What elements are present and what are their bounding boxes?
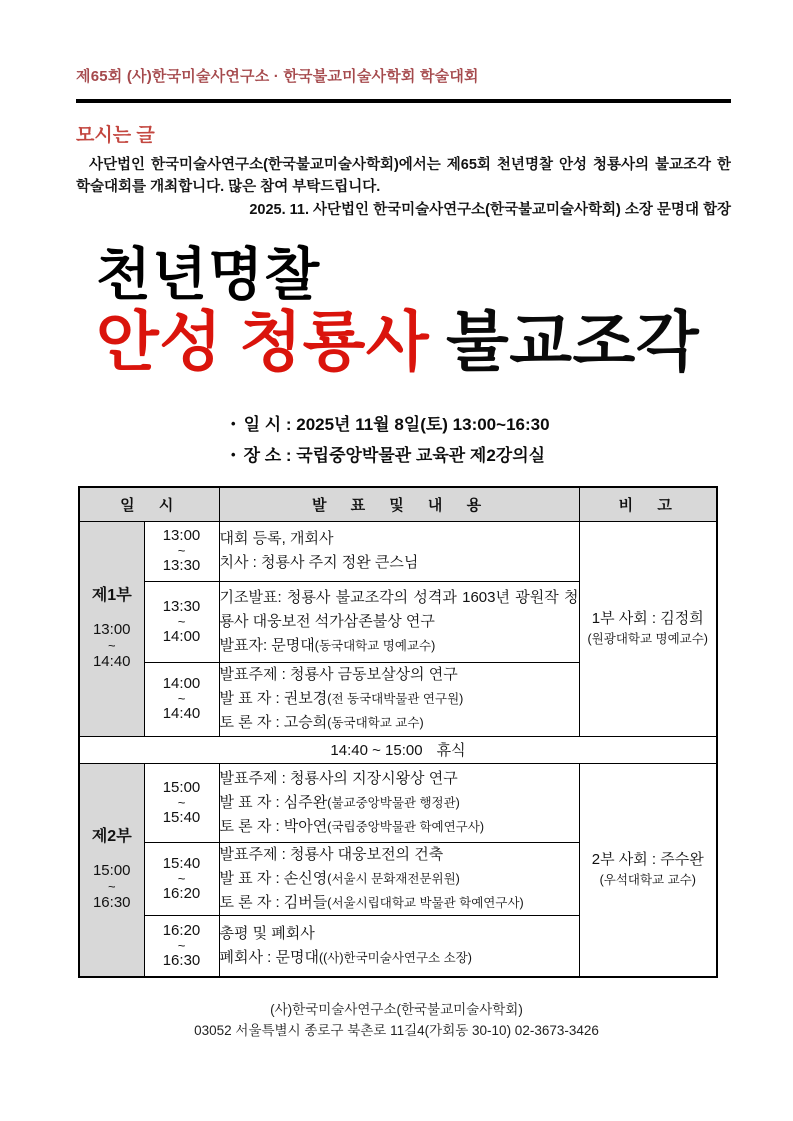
row-time-cell (144, 581, 219, 662)
content-line: 대회 등록, 개회사 (219, 530, 334, 547)
content-line (220, 946, 579, 970)
bullet-icon: • (231, 447, 236, 462)
time-end: 14:00 (162, 627, 201, 645)
row-time-cell (144, 521, 219, 581)
time-tilde: ~ (177, 870, 186, 886)
presenter-name: 발표자: 문명대 (219, 636, 315, 654)
session1-tilde: ~ (107, 637, 116, 653)
content-line (220, 791, 579, 815)
discussant-affiliation: (서울시립대학교 박물관 학예연구사) (327, 895, 524, 910)
table-row (79, 763, 717, 842)
presenter-name: 발 표 자 : 손신영 (219, 869, 328, 887)
time-end: 16:30 (162, 951, 201, 969)
table-row (79, 521, 717, 581)
col-header-remark: 비 고 (579, 487, 717, 521)
table-header-row (79, 487, 717, 521)
session2-tilde: ~ (107, 878, 116, 894)
event-venue-line (231, 440, 793, 471)
time-start: 15:00 (162, 778, 201, 796)
session2-end-time: 16:30 (92, 893, 131, 911)
col-header-content: 발 표 및 내 용 (219, 487, 579, 521)
time-end: 13:30 (162, 557, 201, 574)
col-header-time: 일 시 (79, 487, 219, 521)
row-time-cell (144, 842, 219, 915)
session2-start-time: 15:00 (92, 861, 131, 879)
time-start: 15:40 (162, 854, 201, 872)
time-end: 14:40 (162, 705, 201, 722)
session1-start-time: 13:00 (92, 620, 131, 638)
session1-moderator-affiliation: (원광대학교 명예교수) (587, 631, 708, 646)
time-tilde: ~ (177, 794, 186, 810)
time-start: 16:20 (162, 921, 201, 939)
presenter-affiliation: (동국대학교 명예교수) (314, 638, 436, 653)
footer-organization: (사)한국미술사연구소(한국불교미술사학회) (270, 1002, 523, 1017)
header-divider-rule (76, 99, 731, 103)
presenter-affiliation: (서울시 문화재전문위원) (327, 871, 460, 886)
discussant-name: 토 론 자 : 고승희 (219, 714, 328, 731)
row-content-cell (219, 662, 579, 736)
poster-title-line2 (96, 307, 793, 379)
content-line (220, 687, 579, 711)
invitation-signature: 2025. 11. 사단법인 한국미술사연구소(한국불교미술사학회) 소장 문명대 합장 (249, 202, 731, 218)
discussant-name: 토 론 자 : 박아연 (219, 817, 328, 835)
event-date-line (231, 409, 793, 440)
session2-moderator: 2부 사회 : 주수완 (591, 850, 704, 868)
schedule-table (78, 486, 718, 978)
time-start: 13:00 (162, 527, 201, 544)
break-label: 휴식 (436, 742, 466, 759)
time-end: 16:20 (162, 884, 201, 902)
session2-part-cell (79, 763, 144, 977)
content-line: 치사 : 청룡사 주지 정완 큰스님 (219, 554, 419, 571)
time-tilde: ~ (177, 691, 186, 706)
presenter-name: 발 표 자 : 권보경 (219, 690, 328, 707)
time-end: 15:40 (162, 808, 201, 826)
session1-remark-cell (579, 521, 717, 736)
content-line: 발표주제 : 청룡사 대웅보전의 건축 (219, 845, 444, 863)
row-time-cell (144, 915, 219, 977)
poster-title-subject: 불교조각 (429, 307, 700, 379)
row-content-cell (219, 581, 579, 662)
poster-title (96, 245, 793, 379)
row-content-cell (219, 915, 579, 977)
row-time-cell (144, 763, 219, 842)
time-tilde: ~ (177, 613, 186, 629)
session2-remark-cell (579, 763, 717, 977)
time-start: 14:00 (162, 675, 201, 692)
closing-speaker-affiliation: ((사)한국미술사연구소 소장) (318, 950, 472, 965)
content-line (220, 634, 579, 658)
conference-header-title: 제65회 (사)한국미술사연구소 · 한국불교미술사학회 학술대회 (76, 68, 479, 85)
break-row (79, 736, 717, 763)
content-line: 기조발표: 청룡사 불교조각의 성격과 1603년 광원작 청룡사 대웅보전 석가삼존불상 연구 (219, 588, 579, 630)
content-line: 발표주제 : 청룡사 금동보살상의 연구 (219, 666, 458, 683)
session1-part-cell (79, 521, 144, 736)
invitation-line-1: 사단법인 한국미술사연구소(한국불교미술사학회)에서는 제65회 천년명찰 안성 청룡사의 불교조각 한 (89, 157, 731, 173)
content-line: 총평 및 폐회사 (219, 924, 315, 942)
discussant-name: 토 론 자 : 김버들 (219, 893, 328, 911)
bullet-icon: • (231, 416, 236, 431)
row-content-cell (219, 842, 579, 915)
row-content-cell (219, 521, 579, 581)
session1-end-time: 14:40 (92, 652, 131, 670)
content-line (220, 711, 579, 735)
discussant-affiliation: (동국대학교 교수) (327, 716, 424, 730)
content-line: 발표주제 : 청룡사의 지장시왕상 연구 (219, 769, 458, 787)
session2-moderator-affiliation: (우석대학교 교수) (599, 872, 696, 887)
invitation-paragraph (76, 154, 731, 198)
time-tilde: ~ (177, 937, 186, 953)
presenter-affiliation: (불교중앙박물관 행정관) (327, 795, 460, 810)
poster-title-line1: 천년명찰 (96, 244, 321, 307)
invitation-line-2: 학술대회를 개최합니다. 많은 참여 부탁드립니다. (76, 179, 381, 195)
footer (0, 999, 793, 1041)
presenter-name: 발 표 자 : 심주완 (219, 793, 328, 811)
closing-speaker: 폐회사 : 문명대 (219, 948, 319, 966)
event-info (231, 409, 793, 471)
session2-label: 제2부 (91, 827, 132, 845)
row-time-cell (144, 662, 219, 736)
poster-title-temple-name: 안성 청룡사 (96, 307, 430, 379)
break-time: 14:40 ~ 15:00 (330, 742, 423, 759)
content-line (220, 867, 579, 891)
discussant-affiliation: (국립중앙박물관 학예연구사) (327, 819, 484, 834)
event-date-text: 일 시 : 2025년 11월 8일(토) 13:00~16:30 (243, 415, 550, 434)
presenter-affiliation: (전 동국대박물관 연구원) (327, 692, 464, 706)
time-start: 13:30 (162, 597, 201, 615)
event-venue-text: 장 소 : 국립중앙박물관 교육관 제2강의실 (243, 446, 546, 465)
time-tilde: ~ (177, 543, 186, 558)
session1-label: 제1부 (91, 586, 132, 604)
content-line (220, 891, 579, 915)
session1-moderator: 1부 사회 : 김정희 (591, 609, 704, 627)
invitation-heading: 모시는 글 (76, 125, 155, 146)
row-content-cell (219, 763, 579, 842)
break-cell (79, 736, 717, 763)
content-line (220, 815, 579, 839)
footer-address: 03052 서울특별시 종로구 북촌로 11길4(가회동 30-10) 02-3673-3426 (194, 1023, 599, 1038)
